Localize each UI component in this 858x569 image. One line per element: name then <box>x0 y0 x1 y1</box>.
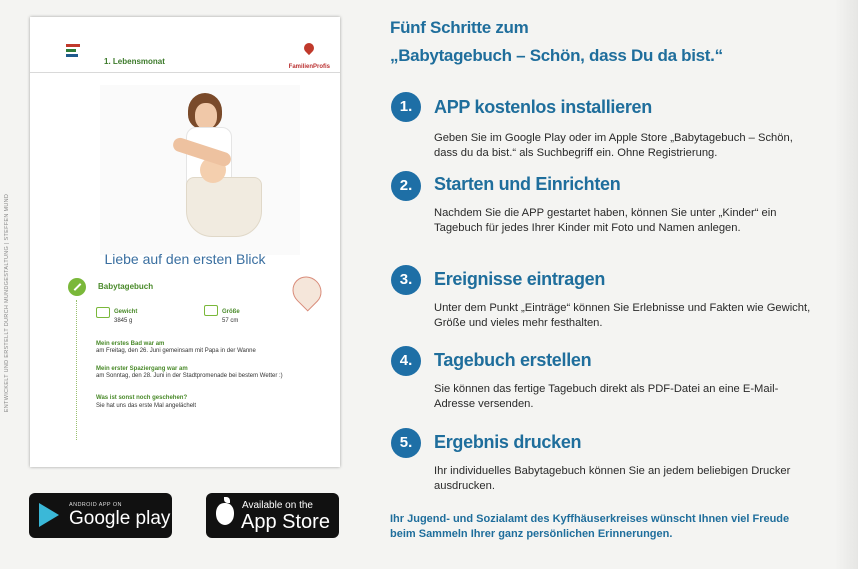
timeline-divider <box>76 300 77 440</box>
entry-heading: Mein erster Spaziergang war am <box>96 366 188 372</box>
weight-icon <box>96 307 110 318</box>
entry-heading: Mein erstes Bad war am <box>96 341 165 347</box>
entry-heading: Was ist sonst noch geschehen? <box>96 395 188 401</box>
step-text: Ihr individuelles Babytagebuch können Sie an jedem beliebigen Drucker ausdrucken. <box>434 465 791 492</box>
app-store-small-text: Available on the <box>242 500 313 511</box>
step-title: APP kostenlos installieren <box>434 97 652 117</box>
familienprofis-logo-text: FamilienProfis <box>288 64 330 70</box>
footer-note: Ihr Jugend- und Sozialamt des Kyffhäuserkreises wünscht Ihnen viel Freude beim Sammeln Ihrer ganz persönlichen Erinnerungen. <box>390 513 790 540</box>
section-title: Babytagebuch <box>98 282 154 291</box>
step-number: 5. <box>391 428 421 458</box>
side-credit: ENTWICKELT UND ERSTELLT DURCH MUNDGESTALTUNG | STEFFEN MUND <box>4 193 10 413</box>
familienprofis-logo <box>289 43 330 73</box>
apple-icon <box>216 503 234 525</box>
step-title: Ereignisse eintragen <box>434 269 606 289</box>
weight-label: Gewicht <box>114 309 138 315</box>
step-number: 1. <box>391 92 421 122</box>
main-heading <box>390 14 723 70</box>
google-play-small-text: ANDROID APP ON <box>69 502 122 508</box>
step-number: 2. <box>391 171 421 201</box>
step-number: 3. <box>391 265 421 295</box>
google-play-icon <box>39 503 59 527</box>
app-preview <box>30 17 340 467</box>
step-title: Starten und Einrichten <box>434 174 621 194</box>
page-edge-shadow <box>835 0 858 569</box>
google-play-text: Google play <box>69 508 171 529</box>
mother-baby-photo <box>100 85 300 255</box>
entry-text: am Freitag, den 26. Juni gemeinsam mit Papa in der Wanne <box>96 348 256 354</box>
month-label: 1. Lebensmonat <box>104 57 165 66</box>
preview-title: Liebe auf den ersten Blick <box>104 251 266 267</box>
app-store-badge[interactable] <box>206 493 339 538</box>
app-store-text: App Store <box>241 511 330 533</box>
entry-text: Sie hat uns das erste Mal angelächelt <box>96 403 197 409</box>
size-value: 57 cm <box>222 318 239 324</box>
district-logo <box>66 44 80 62</box>
step-title: Tagebuch erstellen <box>434 350 592 370</box>
weight-value: 3845 g <box>114 318 133 324</box>
google-play-badge[interactable] <box>29 493 172 538</box>
preview-header <box>30 17 340 73</box>
step-text: Geben Sie im Google Play oder im Apple Store „Babytagebuch – Schön, dass du da bist.“ als Suchbegriff ein. Ohne Registrierung. <box>434 132 793 159</box>
step-text: Sie können das fertige Tagebuch direkt als PDF-Datei an eine E-Mail-Adresse versenden. <box>434 383 779 410</box>
pen-icon <box>68 278 86 296</box>
heading-line-1: Fünf Schritte zum <box>390 18 529 37</box>
size-label: Größe <box>222 309 240 315</box>
heart-decoration-icon <box>286 270 327 311</box>
entry-text: am Sonntag, den 28. Juni in der Stadtpromenade bei bestem Wetter :) <box>96 373 283 379</box>
step-title: Ergebnis drucken <box>434 432 582 452</box>
size-icon <box>204 305 218 316</box>
step-text: Unter dem Punkt „Einträge“ können Sie Erlebnisse und Fakten wie Gewicht, Größe und vieles mehr festhalten. <box>434 302 811 329</box>
heading-line-2: „Babytagebuch – Schön, dass Du da bist.“ <box>390 46 723 65</box>
step-number: 4. <box>391 346 421 376</box>
heart-icon <box>302 41 316 55</box>
step-text: Nachdem Sie die APP gestartet haben, können Sie unter „Kinder“ ein Tagebuch für jedes Ihrer Kinder mit Foto und Namen anlegen. <box>434 207 777 234</box>
